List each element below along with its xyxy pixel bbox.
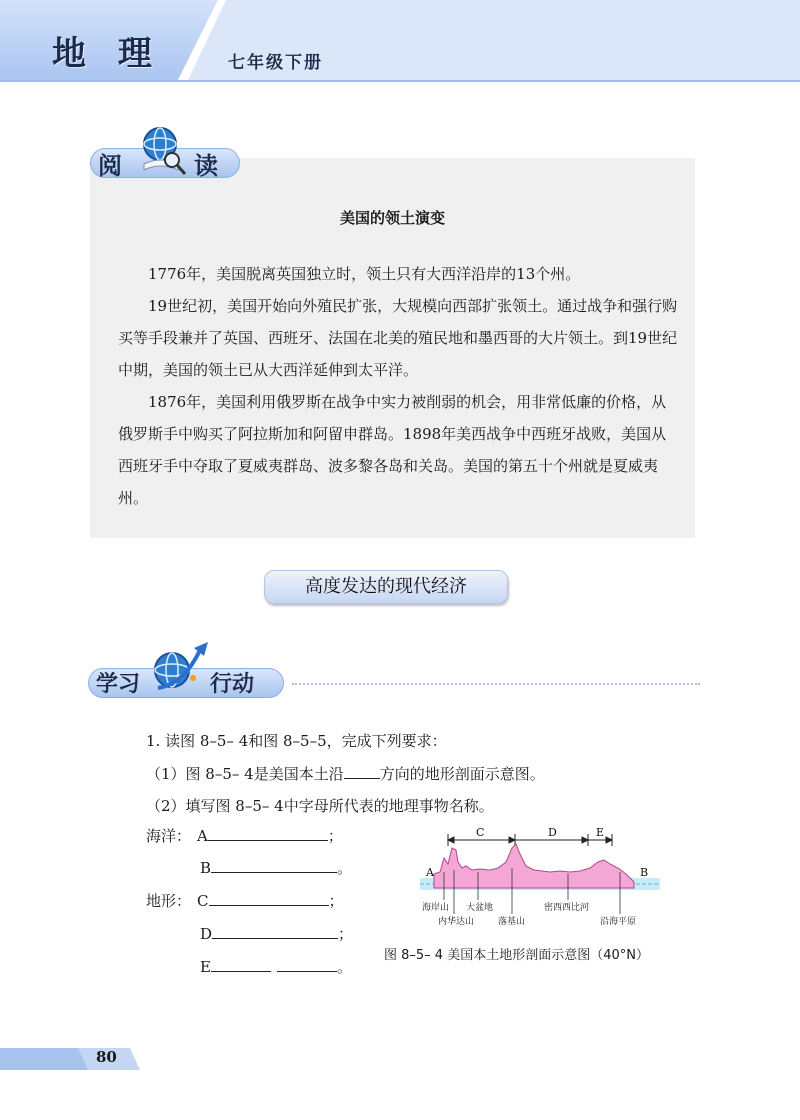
- label-mississippi-river: 密西西比河: [544, 903, 590, 913]
- land-profile: [434, 844, 634, 888]
- footer-tab: [0, 1044, 160, 1074]
- figure-letter-d: D: [548, 826, 557, 839]
- question-1-2: （2）填写图 8–5– 4中字母所代表的地理事物名称。: [146, 797, 494, 815]
- label-great-basin: 大盆地: [466, 903, 494, 913]
- page-header: [0, 0, 800, 100]
- question-1: 1. 读图 8–5– 4和图 8–5–5，完成下列要求：: [146, 732, 447, 750]
- fill-row-c: [146, 889, 344, 913]
- row-d-end: ；: [338, 925, 354, 943]
- letter-b: B: [200, 859, 212, 877]
- page-number: 80: [96, 1048, 117, 1066]
- figure-letter-c: C: [476, 826, 485, 839]
- direction-blank[interactable]: [344, 763, 380, 779]
- answer-blank-d[interactable]: [212, 923, 338, 939]
- row-e-end: 。: [336, 958, 352, 976]
- label-coastal-plain: 沿海平原: [600, 917, 637, 927]
- row-c-end: ；: [328, 892, 344, 910]
- answer-blank-b[interactable]: [211, 857, 337, 873]
- globe-magnifier-icon: [138, 124, 188, 180]
- figure-letter-e: E: [596, 826, 605, 839]
- fill-row-d: [200, 922, 353, 946]
- figure-caption: 图 8–5– 4 美国本土地形剖面示意图（40°N）: [384, 948, 649, 963]
- question-1-1-before: （1）图 8–5– 4是美国本土沿: [146, 765, 344, 783]
- reading-badge-right: 读: [194, 152, 218, 180]
- fill-row-e: [200, 955, 352, 979]
- label-sierra-nevada: 内华达山: [438, 917, 475, 927]
- label-rocky-mountains: 落基山: [498, 917, 526, 927]
- letter-a: A: [197, 827, 208, 845]
- answer-blank-e2[interactable]: [277, 956, 337, 972]
- question-1-1-after: 方向的地形剖面示意图。: [379, 765, 545, 783]
- letter-d: D: [200, 925, 213, 943]
- grade-label: 七年级下册: [228, 53, 323, 73]
- answer-blank-c[interactable]: [209, 890, 329, 906]
- row-a-end: ；: [327, 827, 343, 845]
- ocean-label: 海洋：: [146, 827, 192, 845]
- letter-e: E: [200, 958, 211, 976]
- reading-badge-left: 阅: [98, 152, 122, 180]
- figure-letter-b: B: [640, 866, 649, 879]
- answer-blank-e1[interactable]: [211, 956, 271, 972]
- reading-paragraph-2: 19世纪初，美国开始向外殖民扩张，大规模向西部扩张领土。通过战争和强行购买等手段兼并了英国、西班牙、法国在北美的殖民地和墨西哥的大片领土。到19世纪中期，美国的领土已从大西洋延伸到太平洋。: [118, 297, 678, 379]
- fill-row-b: [200, 856, 352, 880]
- letter-c: C: [197, 892, 209, 910]
- subject-title: 地 理: [52, 34, 162, 74]
- terrain-profile-figure: [420, 822, 660, 932]
- reading-badge: [90, 128, 240, 180]
- reading-title: 美国的领土演变: [339, 209, 445, 227]
- reading-paragraph-1: 1776年，美国脱离英国独立时，领土只有大西洋沿岸的13个州。: [148, 265, 581, 283]
- study-badge-right: 行动: [210, 672, 255, 697]
- answer-blank-a[interactable]: [208, 825, 328, 841]
- figure-letter-a: A: [426, 866, 434, 879]
- fill-row-a: [146, 824, 343, 848]
- row-b-end: 。: [337, 859, 353, 877]
- label-coast-range: 海岸山: [422, 903, 450, 913]
- study-badge: [88, 646, 288, 702]
- question-1-1: [146, 762, 545, 786]
- section-banner: 高度发达的现代经济: [264, 570, 508, 604]
- terrain-label: 地形：: [146, 892, 192, 910]
- span-markers: [448, 834, 612, 846]
- reading-paragraph-3: 1876年，美国利用俄罗斯在战争中实力被削弱的机会，用非常低廉的价格，从俄罗斯手中购买了阿拉斯加和阿留申群岛。1898年美西战争中西班牙战败，美国从西班牙手中夺取了夏威夷群岛、波多黎各岛和关岛。美国的第五十个州就是夏威夷州。: [118, 393, 667, 507]
- study-badge-left: 学习: [96, 672, 141, 697]
- globe-arrow-icon: [148, 638, 212, 702]
- dotted-divider: [292, 683, 700, 685]
